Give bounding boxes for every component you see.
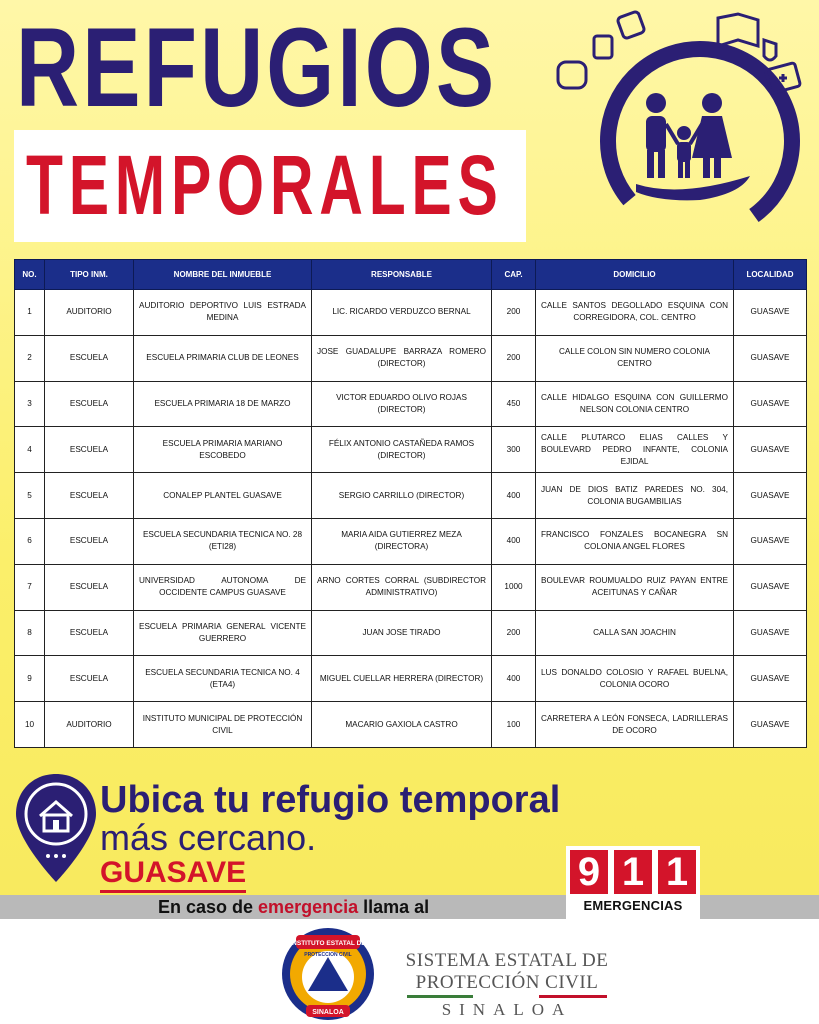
band-suffix: llama al xyxy=(358,897,430,917)
cell-domicilio: CALLE PLUTARCO ELIAS CALLES Y BOULEVARD PEDRO INFANTE, COLONIA EJIDAL xyxy=(536,427,734,473)
cell-tipo: ESCUELA xyxy=(45,610,134,656)
sistema-line2: PROTECCIÓN CIVIL xyxy=(415,972,599,993)
table-row xyxy=(15,610,807,656)
cell-responsable: JUAN JOSE TIRADO xyxy=(312,610,492,656)
cell-responsable: MARIA AIDA GUTIERREZ MEZA (DIRECTORA) xyxy=(312,518,492,564)
cell-tipo: ESCUELA xyxy=(45,473,134,519)
emergency-band-text xyxy=(158,895,429,919)
cell-tipo: ESCUELA xyxy=(45,427,134,473)
cell-no: 3 xyxy=(15,381,45,427)
cell-tipo: ESCUELA xyxy=(45,335,134,381)
sistema-line1: SISTEMA ESTATAL DE xyxy=(405,950,609,971)
cell-localidad: GUASAVE xyxy=(734,290,807,336)
cell-tipo: ESCUELA xyxy=(45,381,134,427)
cell-domicilio: FRANCISCO FONZALES BOCANEGRA SN COLONIA ANGEL FLORES xyxy=(536,518,734,564)
cta-city: GUASAVE xyxy=(100,856,246,893)
table-row xyxy=(15,564,807,610)
band-prefix: En caso de xyxy=(158,897,259,917)
table-row xyxy=(15,518,807,564)
cell-no: 1 xyxy=(15,290,45,336)
table-row xyxy=(15,427,807,473)
col-header-no: NO. xyxy=(15,260,45,290)
cell-cap: 400 xyxy=(492,518,536,564)
cell-responsable: ARNO CORTES CORRAL (SUBDIRECTOR ADMINISTRATIVO) xyxy=(312,564,492,610)
proteccion-civil-seal-icon xyxy=(276,925,380,1023)
cta-headline: Ubica tu refugio temporal xyxy=(100,779,561,821)
cell-cap: 100 xyxy=(492,702,536,748)
digit-1a: 1 xyxy=(614,850,652,894)
col-header-localidad: LOCALIDAD xyxy=(734,260,807,290)
cell-nombre: CONALEP PLANTEL GUASAVE xyxy=(134,473,312,519)
cell-tipo: ESCUELA xyxy=(45,518,134,564)
cell-no: 10 xyxy=(15,702,45,748)
table-row xyxy=(15,381,807,427)
table-row xyxy=(15,335,807,381)
col-header-domicilio: DOMICILIO xyxy=(536,260,734,290)
col-header-responsable: RESPONSABLE xyxy=(312,260,492,290)
col-header-tipo: TIPO INM. xyxy=(45,260,134,290)
cell-localidad: GUASAVE xyxy=(734,656,807,702)
cell-localidad: GUASAVE xyxy=(734,335,807,381)
cell-no: 8 xyxy=(15,610,45,656)
cell-domicilio: CALLE SANTOS DEGOLLADO ESQUINA CON CORREGIDORA, COL. CENTRO xyxy=(536,290,734,336)
table-header-row xyxy=(15,260,807,290)
cell-localidad: GUASAVE xyxy=(734,427,807,473)
cell-no: 6 xyxy=(15,518,45,564)
cell-cap: 300 xyxy=(492,427,536,473)
cell-nombre: ESCUELA PRIMARIA MARIANO ESCOBEDO xyxy=(134,427,312,473)
cell-tipo: AUDITORIO xyxy=(45,702,134,748)
cell-localidad: GUASAVE xyxy=(734,610,807,656)
cell-nombre: ESCUELA PRIMARIA GENERAL VICENTE GUERRERO xyxy=(134,610,312,656)
cell-domicilio: CALLE HIDALGO ESQUINA CON GUILLERMO NELSON COLONIA CENTRO xyxy=(536,381,734,427)
cell-responsable: MACARIO GAXIOLA CASTRO xyxy=(312,702,492,748)
cell-responsable: VICTOR EDUARDO OLIVO ROJAS (DIRECTOR) xyxy=(312,381,492,427)
cell-responsable: FÉLIX ANTONIO CASTAÑEDA RAMOS (DIRECTOR) xyxy=(312,427,492,473)
cell-cap: 200 xyxy=(492,290,536,336)
cell-responsable: MIGUEL CUELLAR HERRERA (DIRECTOR) xyxy=(312,656,492,702)
shelters-table xyxy=(14,259,806,748)
cell-no: 2 xyxy=(15,335,45,381)
seal-top-text: INSTITUTO ESTATAL DE xyxy=(290,940,366,947)
cell-cap: 1000 xyxy=(492,564,536,610)
cell-localidad: GUASAVE xyxy=(734,381,807,427)
digit-1b: 1 xyxy=(658,850,696,894)
cell-nombre: ESCUELA PRIMARIA 18 DE MARZO xyxy=(134,381,312,427)
cell-tipo: AUDITORIO xyxy=(45,290,134,336)
emergencias-label: EMERGENCIAS xyxy=(583,898,683,913)
digit-9: 9 xyxy=(570,850,608,894)
cell-domicilio: LUS DONALDO COLOSIO Y RAFAEL BUELNA, COLONIA OCORO xyxy=(536,656,734,702)
cell-localidad: GUASAVE xyxy=(734,518,807,564)
cell-localidad: GUASAVE xyxy=(734,702,807,748)
location-pin-icon xyxy=(12,770,100,886)
cell-domicilio: CALLE COLON SIN NUMERO COLONIA CENTRO xyxy=(536,335,734,381)
table-row xyxy=(15,702,807,748)
band-emphasis: emergencia xyxy=(258,897,359,917)
cta-subline: más cercano. xyxy=(100,817,317,858)
cell-responsable: LIC. RICARDO VERDUZCO BERNAL xyxy=(312,290,492,336)
table-row xyxy=(15,290,807,336)
cell-responsable: JOSE GUADALUPE BARRAZA ROMERO (DIRECTOR) xyxy=(312,335,492,381)
cell-cap: 200 xyxy=(492,610,536,656)
cell-cap: 450 xyxy=(492,381,536,427)
cell-domicilio: CARRETERA A LEÓN FONSECA, LADRILLERAS DE OCORO xyxy=(536,702,734,748)
cell-nombre: ESCUELA SECUNDARIA TECNICA NO. 28 (ETI28) xyxy=(134,518,312,564)
cell-nombre: AUDITORIO DEPORTIVO LUIS ESTRADA MEDINA xyxy=(134,290,312,336)
col-header-nombre: NOMBRE DEL INMUEBLE xyxy=(134,260,312,290)
cell-nombre: ESCUELA PRIMARIA CLUB DE LEONES xyxy=(134,335,312,381)
seal-bottom-text: SINALOA xyxy=(312,1009,344,1016)
cell-cap: 400 xyxy=(492,656,536,702)
cell-domicilio: JUAN DE DIOS BATIZ PAREDES NO. 304, COLONIA BUGAMBILIAS xyxy=(536,473,734,519)
cell-responsable: SERGIO CARRILLO (DIRECTOR) xyxy=(312,473,492,519)
cell-no: 5 xyxy=(15,473,45,519)
cell-localidad: GUASAVE xyxy=(734,564,807,610)
cell-localidad: GUASAVE xyxy=(734,473,807,519)
title-refugios: REFUGIOS xyxy=(16,5,498,130)
cell-nombre: UNIVERSIDAD AUTONOMA DE OCCIDENTE CAMPUS GUASAVE xyxy=(134,564,312,610)
cell-domicilio: CALLA SAN JOACHIN xyxy=(536,610,734,656)
sistema-estatal-logo xyxy=(396,950,618,1021)
cell-cap: 400 xyxy=(492,473,536,519)
family-shelter-icon xyxy=(550,6,812,246)
cell-no: 4 xyxy=(15,427,45,473)
cell-no: 7 xyxy=(15,564,45,610)
cell-no: 9 xyxy=(15,656,45,702)
cell-domicilio: BOULEVAR ROUMUALDO RUIZ PAYAN ENTRE ACEITUNAS Y CAÑAR xyxy=(536,564,734,610)
table-row xyxy=(15,473,807,519)
sistema-line3: SINALOA xyxy=(441,1000,573,1019)
cell-nombre: ESCUELA SECUNDARIA TECNICA NO. 4 (ETA4) xyxy=(134,656,312,702)
cell-cap: 200 xyxy=(492,335,536,381)
title-temporales: TEMPORALES xyxy=(26,138,504,232)
col-header-cap: CAP. xyxy=(492,260,536,290)
cell-nombre: INSTITUTO MUNICIPAL DE PROTECCIÓN CIVIL xyxy=(134,702,312,748)
cell-tipo: ESCUELA xyxy=(45,656,134,702)
seal-mid-text: PROTECCION CIVIL xyxy=(304,952,352,958)
table-row xyxy=(15,656,807,702)
tricolor-divider xyxy=(407,995,607,998)
cell-tipo: ESCUELA xyxy=(45,564,134,610)
